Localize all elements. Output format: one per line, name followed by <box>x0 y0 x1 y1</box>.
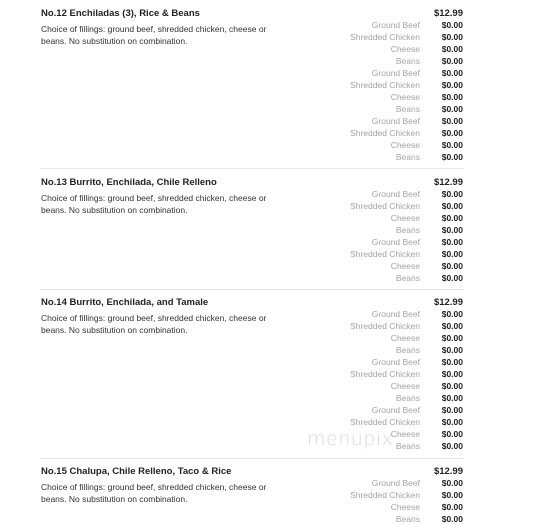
option-row[interactable] <box>243 236 463 248</box>
item-price: $12.99 <box>433 177 463 188</box>
option-row[interactable] <box>243 404 463 416</box>
option-row[interactable] <box>243 501 463 513</box>
option-name: Shredded Chicken <box>350 128 420 138</box>
option-price: $0.00 <box>441 213 463 223</box>
option-row[interactable] <box>243 103 463 115</box>
option-price: $0.00 <box>441 345 463 355</box>
option-name: Ground Beef <box>371 405 420 415</box>
option-price: $0.00 <box>441 104 463 114</box>
option-price: $0.00 <box>441 273 463 283</box>
option-row[interactable] <box>243 272 463 284</box>
option-price: $0.00 <box>441 68 463 78</box>
option-name: Cheese <box>390 213 420 223</box>
option-price: $0.00 <box>441 128 463 138</box>
option-row[interactable] <box>243 260 463 272</box>
option-price: $0.00 <box>441 490 463 500</box>
option-row[interactable] <box>243 127 463 139</box>
divider <box>40 289 464 290</box>
option-name: Shredded Chicken <box>350 369 420 379</box>
item-description: Choice of fillings: ground beef, shredded chicken, cheese or beans. No substitution on combination. <box>41 193 267 215</box>
option-name: Beans <box>395 345 420 355</box>
option-price: $0.00 <box>441 225 463 235</box>
option-name: Shredded Chicken <box>350 490 420 500</box>
option-row[interactable] <box>243 212 463 224</box>
option-price: $0.00 <box>441 152 463 162</box>
option-price: $0.00 <box>441 405 463 415</box>
option-price: $0.00 <box>441 261 463 271</box>
option-row[interactable] <box>243 224 463 236</box>
option-name: Beans <box>395 152 420 162</box>
option-price: $0.00 <box>441 237 463 247</box>
option-row[interactable] <box>243 332 463 344</box>
option-name: Cheese <box>390 92 420 102</box>
option-price: $0.00 <box>441 140 463 150</box>
item-price: $12.99 <box>433 297 463 308</box>
option-price: $0.00 <box>441 80 463 90</box>
option-price: $0.00 <box>441 32 463 42</box>
option-row[interactable] <box>243 248 463 260</box>
option-name: Ground Beef <box>371 478 420 488</box>
option-price: $0.00 <box>441 478 463 488</box>
option-price: $0.00 <box>441 201 463 211</box>
option-name: Cheese <box>390 333 420 343</box>
option-row[interactable] <box>243 513 463 525</box>
option-row[interactable] <box>243 320 463 332</box>
option-list <box>243 19 463 163</box>
option-list <box>243 188 463 284</box>
option-name: Ground Beef <box>371 357 420 367</box>
item-price: $12.99 <box>433 8 463 19</box>
option-name: Shredded Chicken <box>350 80 420 90</box>
watermark-logo: menupix <box>307 428 394 450</box>
divider <box>40 458 464 459</box>
option-name: Beans <box>395 273 420 283</box>
option-row[interactable] <box>243 55 463 67</box>
option-row[interactable] <box>243 115 463 127</box>
option-row[interactable] <box>243 368 463 380</box>
option-row[interactable] <box>243 43 463 55</box>
option-row[interactable] <box>243 188 463 200</box>
option-name: Ground Beef <box>371 116 420 126</box>
option-price: $0.00 <box>441 441 463 451</box>
item-title: No.14 Burrito, Enchilada, and Tamale <box>41 297 209 308</box>
option-name: Cheese <box>390 502 420 512</box>
option-name: Beans <box>395 393 420 403</box>
option-row[interactable] <box>243 356 463 368</box>
option-row[interactable] <box>243 79 463 91</box>
option-name: Shredded Chicken <box>350 417 420 427</box>
option-name: Beans <box>395 514 420 524</box>
option-name: Ground Beef <box>371 309 420 319</box>
item-title: No.13 Burrito, Enchilada, Chile Relleno <box>41 177 217 188</box>
option-price: $0.00 <box>441 116 463 126</box>
option-price: $0.00 <box>441 429 463 439</box>
option-name: Cheese <box>390 44 420 54</box>
option-name: Shredded Chicken <box>350 201 420 211</box>
option-name: Beans <box>395 104 420 114</box>
option-name: Shredded Chicken <box>350 32 420 42</box>
option-name: Ground Beef <box>371 68 420 78</box>
divider <box>40 168 464 169</box>
option-name: Cheese <box>390 140 420 150</box>
option-price: $0.00 <box>441 502 463 512</box>
item-title: No.15 Chalupa, Chile Relleno, Taco & Rice <box>41 466 232 477</box>
option-row[interactable] <box>243 308 463 320</box>
option-name: Cheese <box>390 381 420 391</box>
option-name: Shredded Chicken <box>350 249 420 259</box>
item-price: $12.99 <box>433 466 463 477</box>
option-row[interactable] <box>243 200 463 212</box>
option-name: Beans <box>395 441 420 451</box>
option-row[interactable] <box>243 31 463 43</box>
option-name: Ground Beef <box>371 20 420 30</box>
option-price: $0.00 <box>441 333 463 343</box>
option-name: Ground Beef <box>371 189 420 199</box>
option-name: Beans <box>395 56 420 66</box>
option-name: Cheese <box>390 261 420 271</box>
option-price: $0.00 <box>441 249 463 259</box>
option-price: $0.00 <box>441 514 463 524</box>
option-row[interactable] <box>243 139 463 151</box>
option-price: $0.00 <box>441 20 463 30</box>
option-price: $0.00 <box>441 189 463 199</box>
option-row[interactable] <box>243 392 463 404</box>
item-description: Choice of fillings: ground beef, shredded chicken, cheese or beans. No substitution on combination. <box>41 24 267 46</box>
option-price: $0.00 <box>441 357 463 367</box>
option-price: $0.00 <box>441 44 463 54</box>
option-price: $0.00 <box>441 381 463 391</box>
option-price: $0.00 <box>441 417 463 427</box>
option-price: $0.00 <box>441 321 463 331</box>
option-list <box>243 477 463 525</box>
option-row[interactable] <box>243 91 463 103</box>
option-row[interactable] <box>243 67 463 79</box>
option-name: Beans <box>395 225 420 235</box>
option-row[interactable] <box>243 489 463 501</box>
option-price: $0.00 <box>441 309 463 319</box>
option-row[interactable] <box>243 19 463 31</box>
option-name: Ground Beef <box>371 237 420 247</box>
option-price: $0.00 <box>441 393 463 403</box>
option-price: $0.00 <box>441 369 463 379</box>
option-name: Cheese <box>390 429 420 439</box>
option-row[interactable] <box>243 477 463 489</box>
item-title: No.12 Enchiladas (3), Rice & Beans <box>41 8 200 19</box>
option-row[interactable] <box>243 380 463 392</box>
option-price: $0.00 <box>441 56 463 66</box>
option-price: $0.00 <box>441 92 463 102</box>
option-row[interactable] <box>243 344 463 356</box>
option-name: Shredded Chicken <box>350 321 420 331</box>
option-row[interactable] <box>243 151 463 163</box>
option-row[interactable] <box>243 416 463 428</box>
item-description: Choice of fillings: ground beef, shredded chicken, cheese or beans. No substitution on combination. <box>41 482 267 504</box>
item-description: Choice of fillings: ground beef, shredded chicken, cheese or beans. No substitution on combination. <box>41 313 267 335</box>
